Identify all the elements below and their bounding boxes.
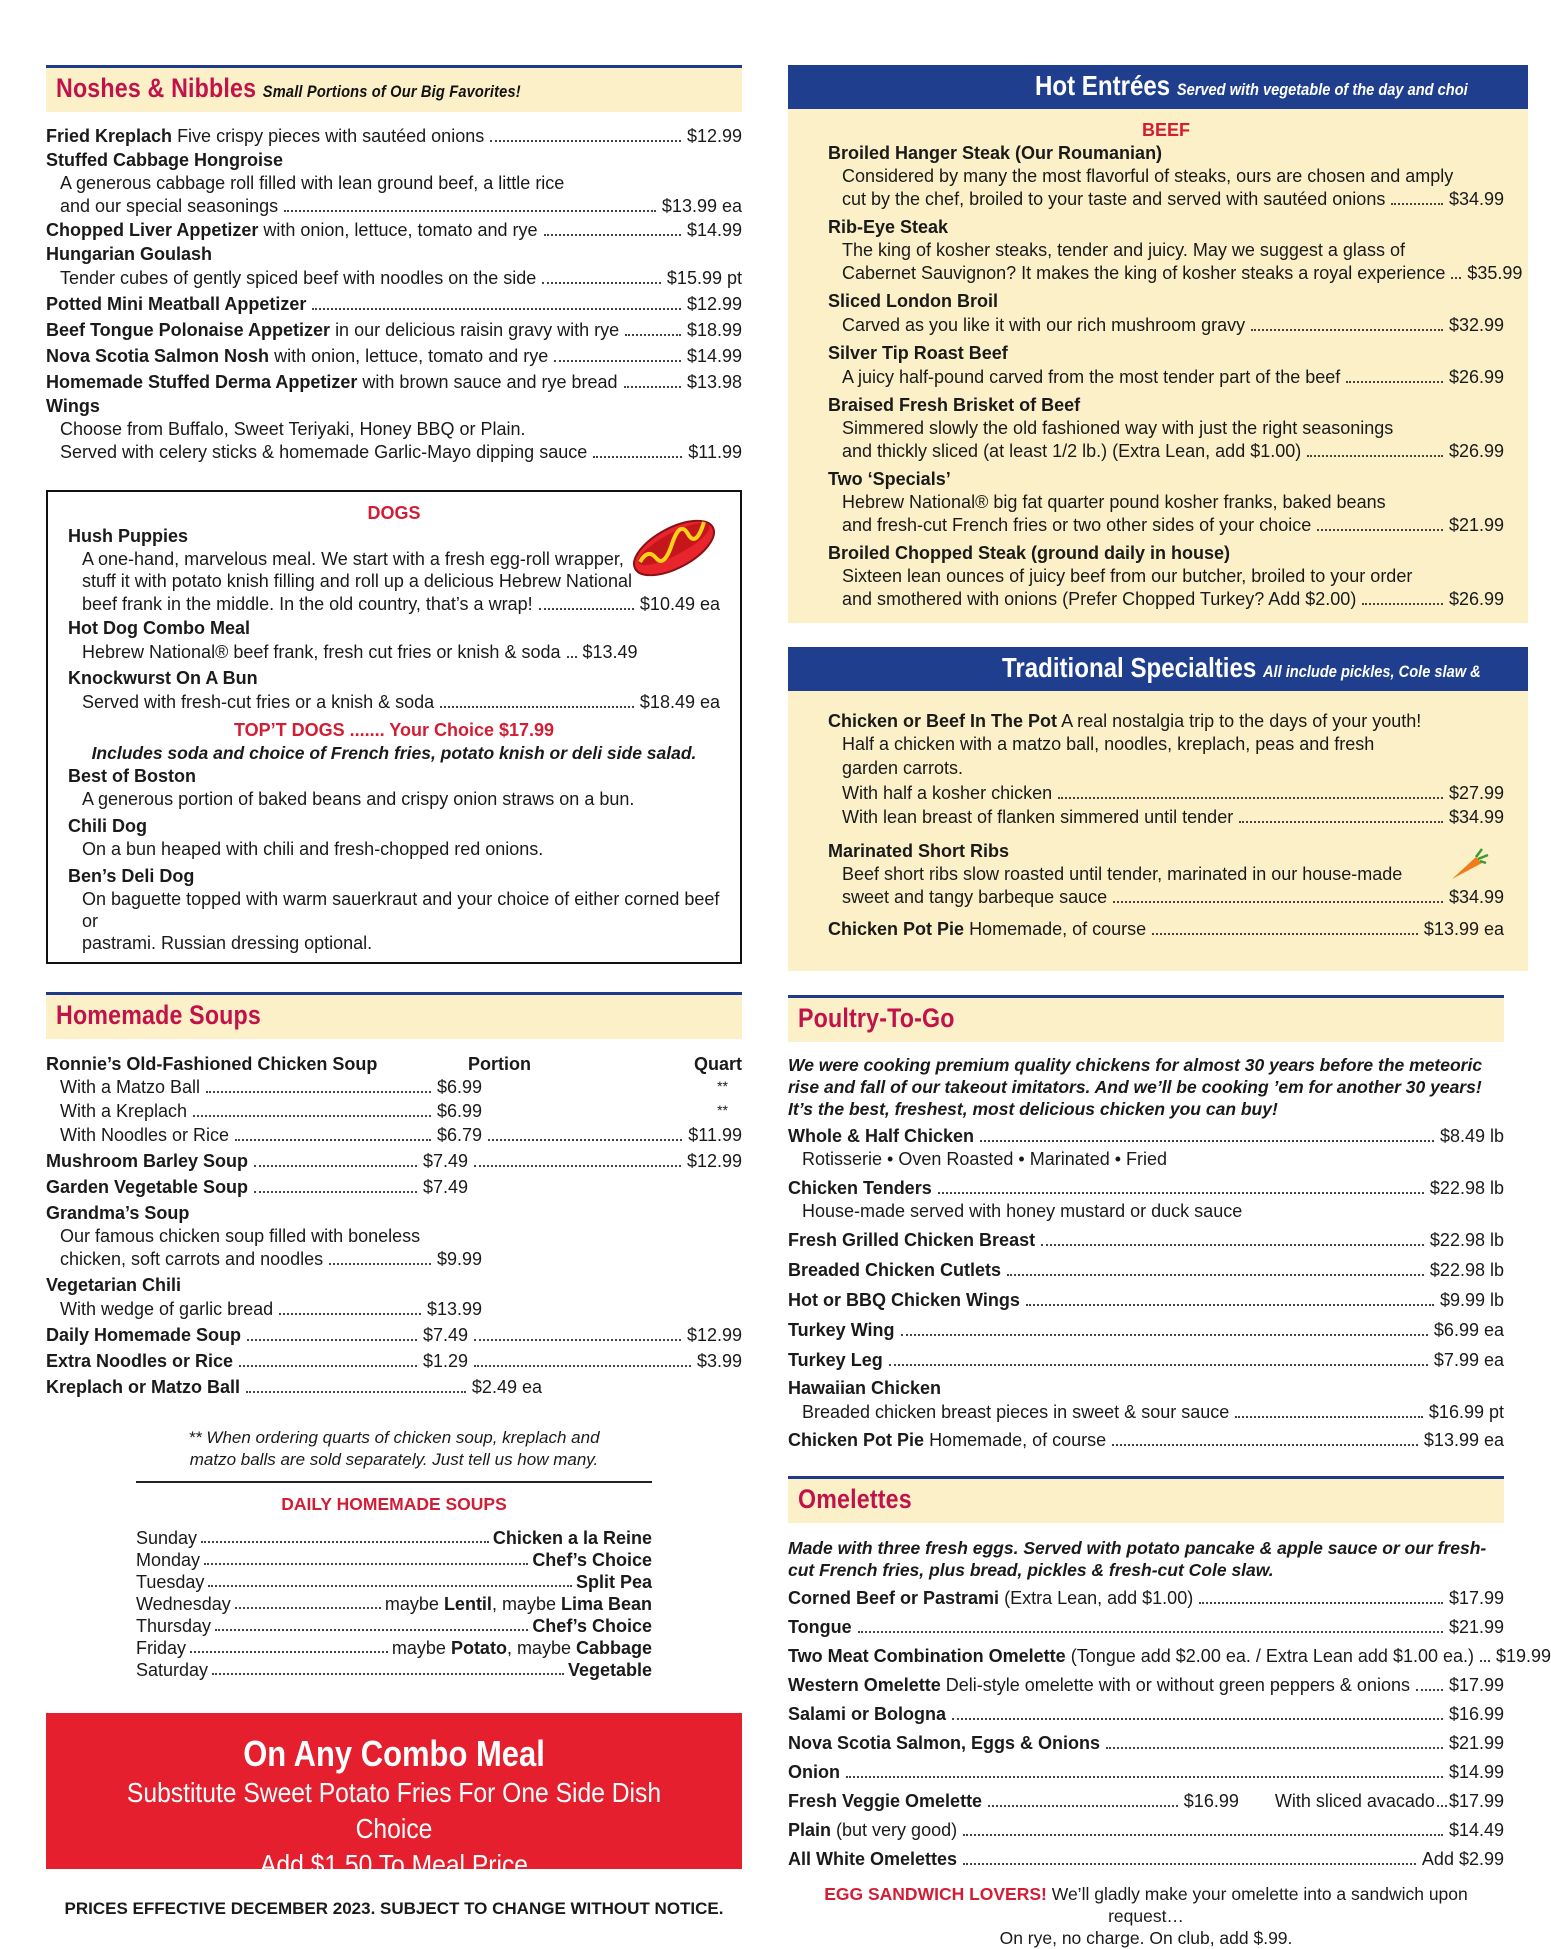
topt-dogs: TOP’T DOGS ....... Your Choice $17.99	[233, 720, 555, 740]
menu-item: and our special seasonings $13.99 ea	[60, 196, 742, 216]
menu-item: Fresh Grilled Chicken Breast $22.98 lb	[788, 1230, 1504, 1250]
hot-entrees: BEEF Broiled Hanger Steak (Our Roumanian) Considered by many the most flavorful of steaks, ours are chosen and amply cut by the chef, broiled to your taste and served with sautéed onions $34.99 Rib-Eye Steak The king of kosher steaks, tender and juicy. May we suggest a glass of Cabernet Sauvignon? It makes the king of kosher steaks a royal experience $35.99 Sliced London Broil Carved as you like it with our rich mushroom gravy $32.99 Silver Tip Roast Beef A juicy half-pound carved from the most tender part of the beef $26.99 Braised Fresh Brisket of Beef Simmered slowly the old fashioned way with just the right seasonings and thickly sliced (at least 1/2 lb.) (Extra Lean, add $1.00) $26.99 Two ‘Specials’ Hebrew National® big fat quarter pound kosher franks, baked beans and fresh-cut French fries or two other sides of your choice $21.99 Broiled Chopped Steak (ground daily in house) Sixteen lean ounces of juicy beef from our butcher, broiled to your order and smothered with onions (Prefer Chopped Turkey? Add $2.00) $26.99	[788, 109, 1528, 623]
day-row: Tuesday Split Pea	[136, 1572, 652, 1592]
soups-list: Ronnie’s Old-Fashioned Chicken Soup Portion Quart With a Matzo Ball $6.99 ** With a Kreplach $6.99 ** With Noodles or Rice $6.79 $11.99 Mushroom Barley Soup $7.49 $12.99 Garden Vegetable Soup $7.49 Grandma’s Soup Our famous chicken soup filled with boneless chicken, soft carrots and noodles $9.99 Vegetarian Chili With wedge of garlic bread $13.99 Daily Homemade Soup $7.49 $12.99 Extra Noodles or Rice $1.29 $3.99 Kreplach or Matzo Ball $2.49 ea ** When ordering quarts of chicken soup, kreplach and matzo balls are sold separately. Just tell us how many. DAILY HOMEMADE SOUPS Sunday Chicken a la Reine Monday Chef’s Choice Tuesday Split Pea Wednesday maybe Lentil, maybe Lima Bean Thursday Chef’s Choice Friday maybe Potato, maybe Cabbage Saturday Vegetable	[46, 1054, 742, 1680]
menu-item: Tender cubes of gently spiced beef with noodles on the side $15.99 pt	[60, 268, 742, 288]
hotdog-icon	[626, 504, 722, 586]
menu-item: Turkey Wing $6.99 ea	[788, 1320, 1504, 1340]
menu-item: Plain (but very good) $14.49	[788, 1820, 1504, 1840]
traditional: Chicken or Beef In The Pot A real nostalgia trip to the days of your youth! Half a chicken with a matzo ball, noodles, kreplach, peas and fresh garden carrots. With half a kosher chicken $27.99 With lean breast of flanken simmered until tender $34.99 Marinated Short Ribs Beef short ribs slow roasted until tender, marinated in our house-made sweet and tangy barbeque sauce $34.99 Chicken Pot Pie Homemade, of course $13.99 ea	[788, 691, 1528, 971]
carrot-icon	[1448, 847, 1488, 883]
soup-row: Daily Homemade Soup $7.49 $12.99	[46, 1325, 742, 1345]
menu-item: Served with celery sticks & homemade Garlic-Mayo dipping sauce $11.99	[60, 442, 742, 462]
noshes-title: Noshes & Nibbles Small Portions of Our Big Favorites!	[56, 73, 521, 103]
menu-item: Whole & Half Chicken $8.49 lb	[788, 1126, 1504, 1146]
noshes-list: Fried Kreplach Five crispy pieces with sautéed onions $12.99 Stuffed Cabbage Hongroise A generous cabbage roll filled with lean ground beef, a little rice and our special seasonings $13.99 ea Chopped Liver Appetizer with onion, lettuce, tomato and rye $14.99 Hungarian Goulash Tender cubes of gently spiced beef with noodles on the side $15.99 pt Potted Mini Meatball Appetizer $12.99 Beef Tongue Polonaise Appetizer in our delicious raisin gravy with rye $18.99 Nova Scotia Salmon Nosh with onion, lettuce, tomato and rye $14.99 Homemade Stuffed Derma Appetizer with brown sauce and rye bread $13.98 Wings Choose from Buffalo, Sweet Teriyaki, Honey BBQ or Plain. Served with celery sticks & homemade Garlic-Mayo dipping sauce $11.99	[46, 126, 742, 462]
menu-item: Onion $14.99	[788, 1762, 1504, 1782]
right-column	[788, 65, 1551, 1949]
menu-item: Salami or Bologna $16.99	[788, 1704, 1504, 1724]
menu-item: Served with fresh-cut fries or a knish & soda $18.49 ea	[82, 692, 720, 712]
menu-item: Chicken Tenders $22.98 lb	[788, 1178, 1504, 1198]
menu-item: Fried Kreplach Five crispy pieces with sautéed onions $12.99	[46, 126, 742, 146]
soup-row: With Noodles or Rice $6.79 $11.99	[60, 1125, 742, 1145]
menu-item: Breaded chicken breast pieces in sweet & sour sauce $16.99 pt	[802, 1402, 1504, 1422]
soup-row: Extra Noodles or Rice $1.29 $3.99	[46, 1351, 742, 1371]
traditional-header: Traditional Specialties All include pickles, Cole slaw &	[788, 647, 1528, 691]
soup-row: With a Kreplach $6.99 **	[60, 1101, 728, 1121]
footer-note: PRICES EFFECTIVE DECEMBER 2023. SUBJECT TO CHANGE WITHOUT NOTICE.	[64, 1899, 724, 1918]
menu-item: Chicken Pot Pie Homemade, of course $13.99 ea	[788, 1430, 1504, 1450]
menu-item: With half a kosher chicken $27.99	[842, 783, 1504, 803]
omelettes-list: Made with three fresh eggs. Served with potato pancake & apple sauce or our fresh-cut French fries, plus bread, pickles & fresh-cut Cole slaw. Corned Beef or Pastrami (Extra Lean, add $1.00) $17.99 Tongue $21.99 Two Meat Combination Omelette (Tongue add $2.00 ea. / Extra Lean add $1.00 ea.) $19.99 Western Omelette Deli-style omelette with or without green peppers & onions $17.99 Salami or Bologna $16.99 Nova Scotia Salmon, Eggs & Onions $21.99 Onion $14.99 Fresh Veggie Omelette $16.99 With sliced avacado $17.99 Plain (but very good) $14.49 All White Omelettes Add $2.99 EGG SANDWICH LOVERS! We’ll gladly make your omelette into a sandwich upon request… On rye, no charge. On club, add $.99.	[788, 1538, 1551, 1948]
menu-item: beef frank in the middle. In the old country, that’s a wrap! $10.49 ea	[82, 594, 720, 614]
poultry-header	[788, 995, 1504, 1042]
menu-item: Hebrew National® beef frank, fresh cut fries or knish & soda $13.49	[82, 642, 638, 662]
omelettes-title: Omelettes	[798, 1484, 912, 1514]
soup-row: Mushroom Barley Soup $7.49 $12.99	[46, 1151, 742, 1171]
menu-item: Western Omelette Deli-style omelette with or without green peppers & onions $17.99	[788, 1675, 1504, 1695]
day-row: Saturday Vegetable	[136, 1660, 652, 1680]
menu-item: Two Meat Combination Omelette (Tongue add $2.00 ea. / Extra Lean add $1.00 ea.) $19.99	[788, 1646, 1551, 1666]
menu-item-name: Stuffed Cabbage Hongroise	[46, 150, 284, 170]
entree-item: Broiled Hanger Steak (Our Roumanian) Considered by many the most flavorful of steaks, ours are chosen and amply cut by the chef, broiled to your taste and served with sautéed onions $34.99	[828, 143, 1504, 209]
entree-item: Broiled Chopped Steak (ground daily in house) Sixteen lean ounces of juicy beef from our butcher, broiled to your order and smothered with onions (Prefer Chopped Turkey? Add $2.00) $26.99	[828, 543, 1504, 609]
left-column	[46, 65, 742, 1919]
entree-item: Sliced London Broil Carved as you like it with our rich mushroom gravy $32.99	[828, 291, 1504, 335]
menu-item: Breaded Chicken Cutlets $22.98 lb	[788, 1260, 1504, 1280]
menu-item: sweet and tangy barbeque sauce $34.99	[842, 887, 1504, 907]
menu-item: Tongue $21.99	[788, 1617, 1504, 1637]
dogs-box: DOGS Hush Puppies A one-hand, marvelous meal. We start with a fresh egg-roll wrapper, stuff it with potato knish filling and roll up a delicious Hebrew National beef frank in the middle. In the old country, that’s a wrap! $10.49 ea Hot Dog Combo Meal Hebrew National® beef frank, fresh cut fries or knish & soda $13.49 Knockwurst On A Bun Served with fresh-cut fries or a knish & soda $18.49 ea TOP’T DOGS ....... Your Choice $17.99 Includes soda and choice of French fries, potato knish or deli side salad. Best of Boston A generous portion of baked beans and crispy onion straws on a bun. Chili Dog On a bun heaped with chili and fresh-chopped red onions. Ben’s Deli Dog On baguette topped with warm sauerkraut and your choice of either corned beef or pastrami. Russian dressing optional.	[46, 490, 742, 964]
menu-item: Hot or BBQ Chicken Wings $9.99 lb	[788, 1290, 1504, 1310]
menu-item: Turkey Leg $7.99 ea	[788, 1350, 1504, 1370]
entree-item: Two ‘Specials’ Hebrew National® big fat quarter pound kosher franks, baked beans and fresh-cut French fries or two other sides of your choice $21.99	[828, 469, 1504, 535]
soup-row: chicken, soft carrots and noodles $9.99	[60, 1249, 482, 1269]
day-row: Sunday Chicken a la Reine	[136, 1528, 652, 1548]
soup-row: Garden Vegetable Soup $7.49	[46, 1177, 468, 1197]
soups-title: Homemade Soups	[56, 1000, 261, 1030]
omelettes-header	[788, 1476, 1504, 1523]
daily-soups: DAILY HOMEMADE SOUPS Sunday Chicken a la Reine Monday Chef’s Choice Tuesday Split Pea Wednesday maybe Lentil, maybe Lima Bean Thursday Chef’s Choice Friday maybe Potato, maybe Cabbage Saturday Vegetable	[136, 1481, 652, 1681]
day-row: Wednesday maybe Lentil, maybe Lima Bean	[136, 1594, 652, 1614]
poultry-title: Poultry-To-Go	[798, 1003, 955, 1033]
soups-header	[46, 992, 742, 1039]
menu-item: Nova Scotia Salmon Nosh with onion, lettuce, tomato and rye $14.99	[46, 346, 742, 366]
entree-item: Silver Tip Roast Beef A juicy half-pound carved from the most tender part of the beef $26.99	[828, 343, 1504, 387]
menu-item: All White Omelettes Add $2.99	[788, 1849, 1504, 1869]
hot-entrees-header: Hot Entrées Served with vegetable of the day and choi	[788, 65, 1528, 109]
combo-banner: On Any Combo Meal Substitute Sweet Potato Fries For One Side Dish Choice Add $1.50 To Meal Price	[46, 1713, 742, 1869]
soup-row: Kreplach or Matzo Ball $2.49 ea	[46, 1377, 542, 1397]
menu-item: Nova Scotia Salmon, Eggs & Onions $21.99	[788, 1733, 1504, 1753]
soup-row: With a Matzo Ball $6.99 **	[60, 1077, 728, 1097]
menu-item: Corned Beef or Pastrami (Extra Lean, add $1.00) $17.99	[788, 1588, 1504, 1608]
menu-item: Homemade Stuffed Derma Appetizer with brown sauce and rye bread $13.98	[46, 372, 742, 392]
soup-note: ** When ordering quarts of chicken soup, kreplach and matzo balls are sold separately. Just tell us how many.	[188, 1428, 600, 1469]
day-row: Thursday Chef’s Choice	[136, 1616, 652, 1636]
entree-item: Braised Fresh Brisket of Beef Simmered slowly the old fashioned way with just the right seasonings and thickly sliced (at least 1/2 lb.) (Extra Lean, add $1.00) $26.99	[828, 395, 1504, 461]
dogs-title: DOGS	[367, 503, 421, 523]
menu-item: Chopped Liver Appetizer with onion, lettuce, tomato and rye $14.99	[46, 220, 742, 240]
menu-item: Potted Mini Meatball Appetizer $12.99	[46, 294, 742, 314]
soup-row: With wedge of garlic bread $13.99	[60, 1299, 482, 1319]
menu-item: Chicken Pot Pie Homemade, of course $13.99 ea	[828, 919, 1504, 939]
egg-sandwich-note: EGG SANDWICH LOVERS! We’ll gladly make your omelette into a sandwich upon request… On rye, no charge. On club, add $.99.	[824, 1884, 1468, 1948]
menu-item: With lean breast of flanken simmered until tender $34.99	[842, 807, 1504, 827]
noshes-header	[46, 65, 742, 112]
poultry-list: We were cooking premium quality chickens for almost 30 years before the meteoric rise and fall of our takeout imitators. And we’ll be cooking ’em for another 30 years! It’s the best, freshest, most delicious chicken you can buy! Whole & Half Chicken $8.49 lb Rotisserie • Oven Roasted • Marinated • Fried Chicken Tenders $22.98 lb House-made served with honey mustard or duck sauce Fresh Grilled Chicken Breast $22.98 lb Breaded Chicken Cutlets $22.98 lb Hot or BBQ Chicken Wings $9.99 lb Turkey Wing $6.99 ea Turkey Leg $7.99 ea Hawaiian Chicken Breaded chicken breast pieces in sweet & sour sauce $16.99 pt Chicken Pot Pie Homemade, of course $13.99 ea	[788, 1055, 1504, 1450]
menu-item: Fresh Veggie Omelette $16.99 With sliced avacado $17.99	[788, 1791, 1504, 1811]
day-row: Friday maybe Potato, maybe Cabbage	[136, 1638, 652, 1658]
menu-item: Beef Tongue Polonaise Appetizer in our delicious raisin gravy with rye $18.99	[46, 320, 742, 340]
day-row: Monday Chef’s Choice	[136, 1550, 652, 1570]
entree-item: Rib-Eye Steak The king of kosher steaks, tender and juicy. May we suggest a glass of Cabernet Sauvignon? It makes the king of kosher steaks a royal experience $35.99	[828, 217, 1523, 283]
